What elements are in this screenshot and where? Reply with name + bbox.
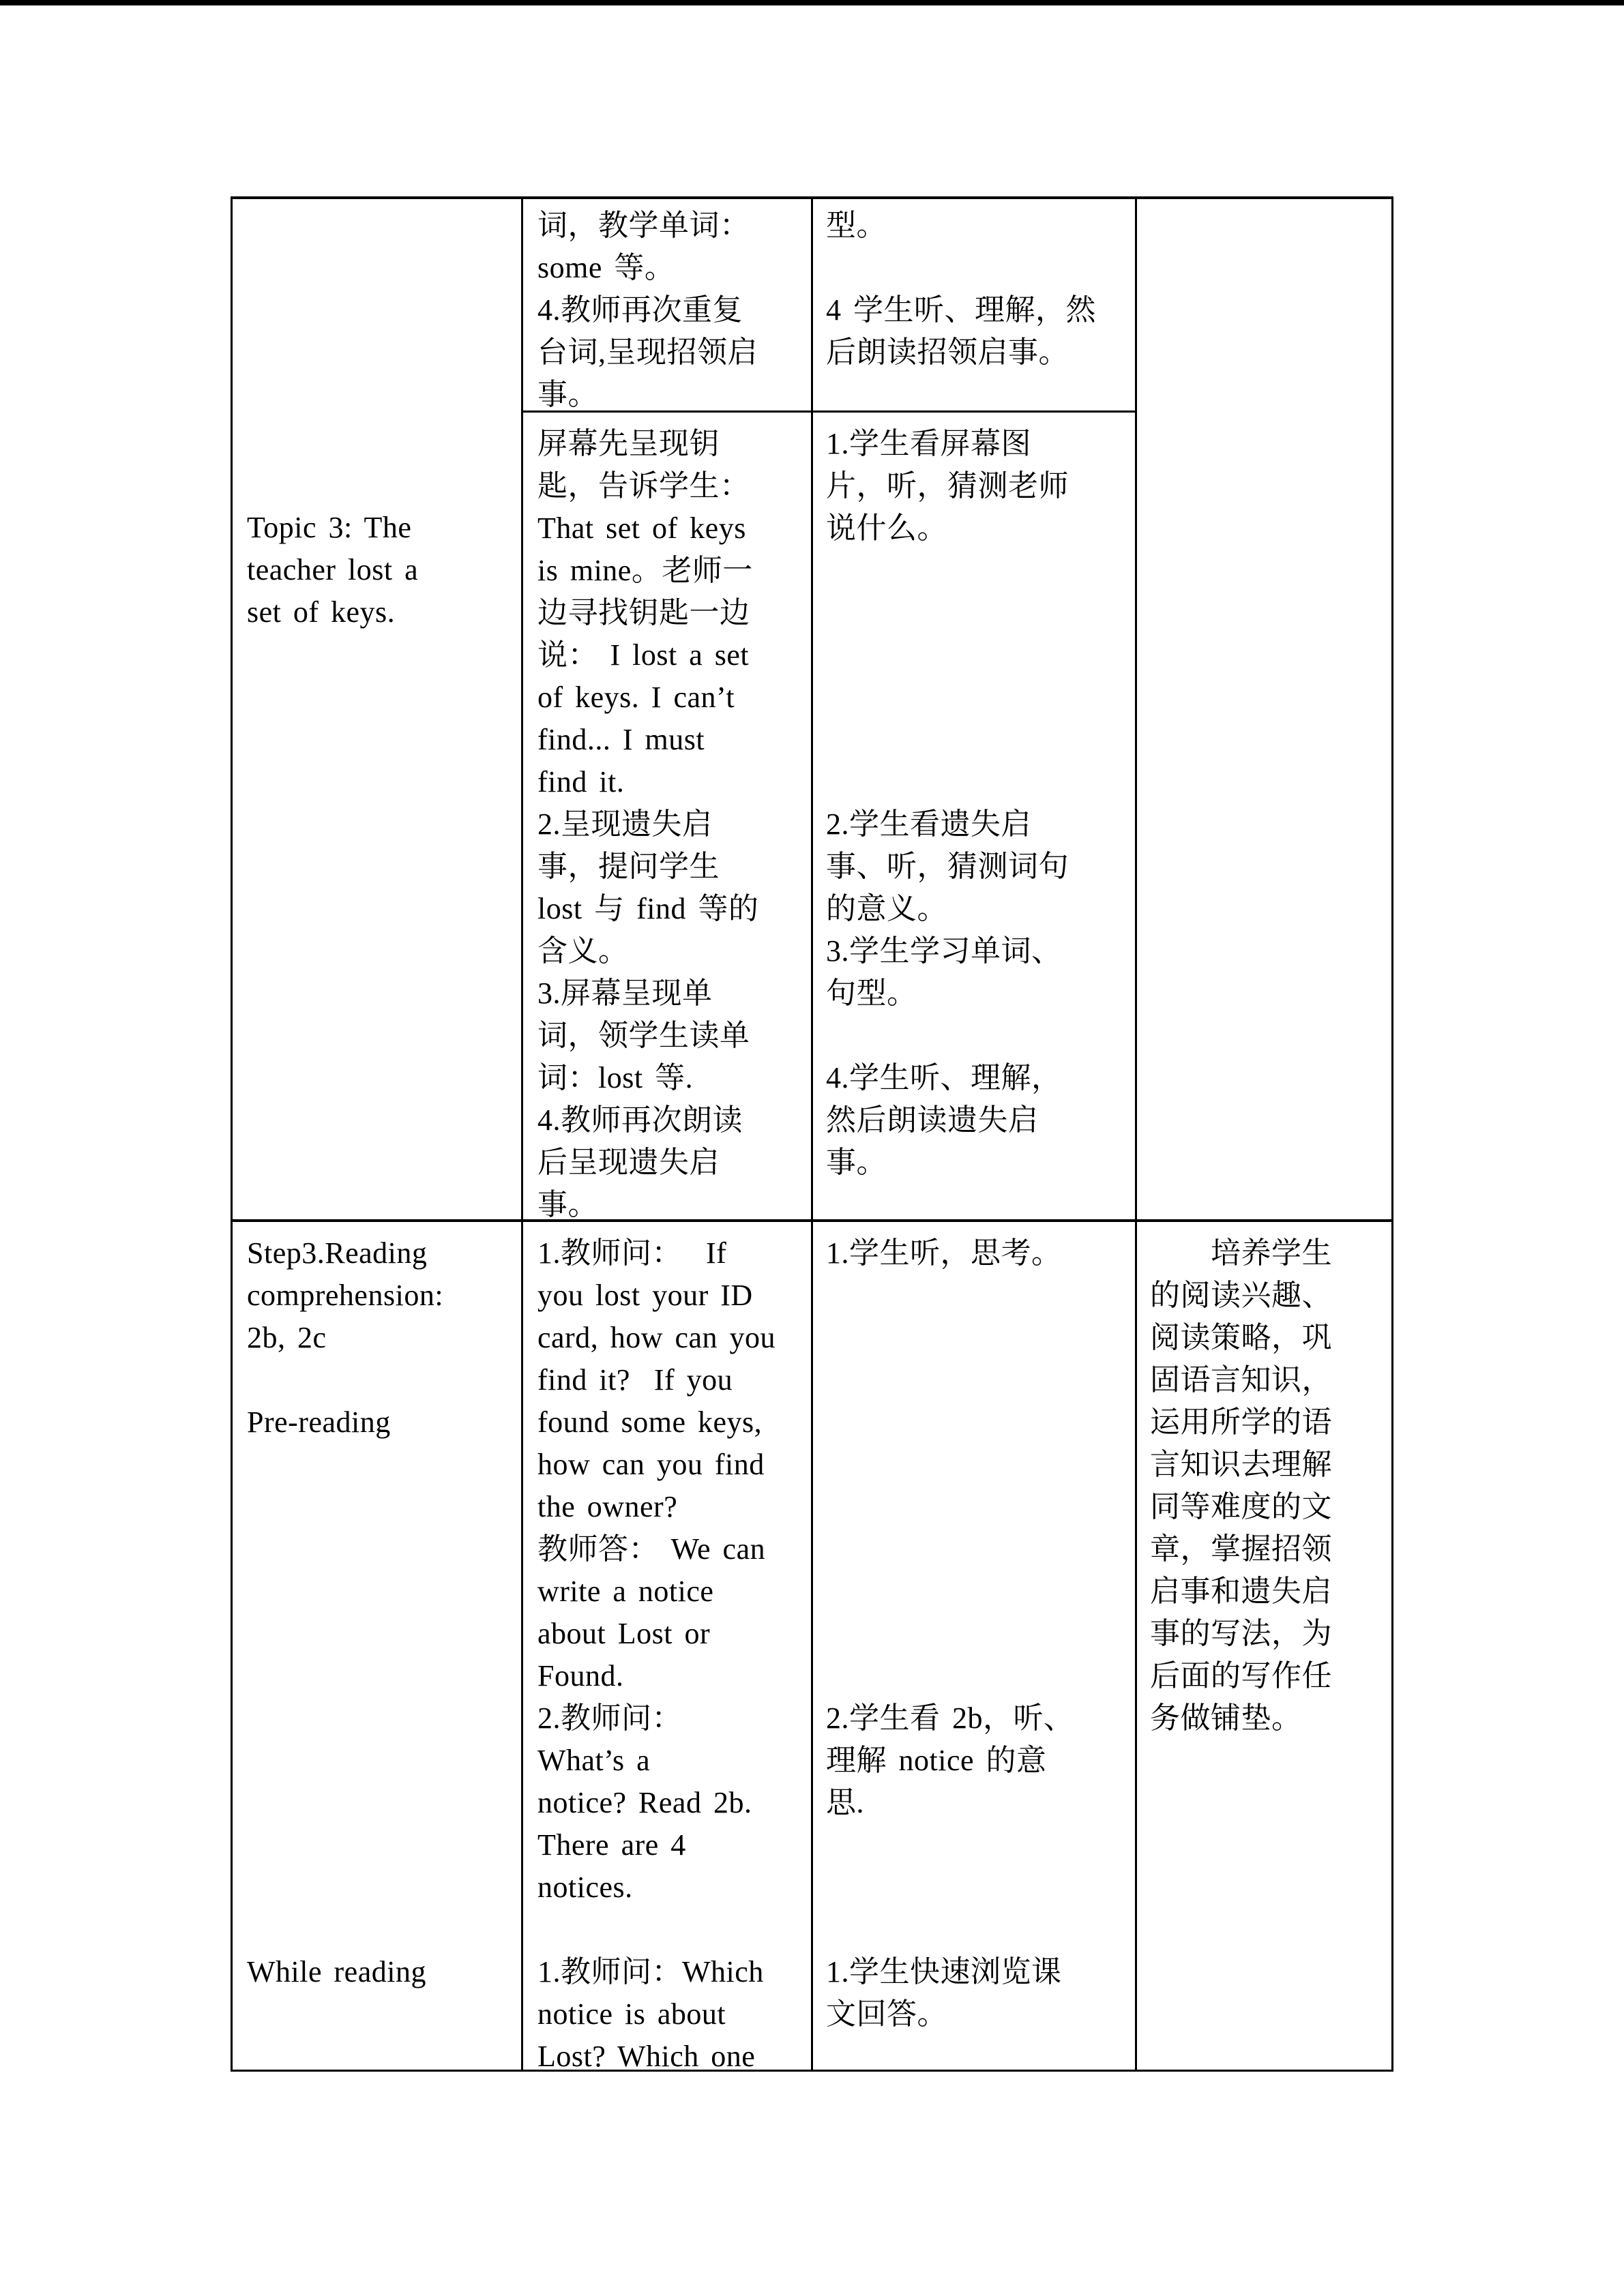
cell-student-activity-row2: [826, 413, 1121, 1184]
text-line: [247, 1740, 506, 1782]
text-line: 1.学生看屏幕图: [826, 427, 1031, 460]
text-line: [826, 1274, 1121, 1317]
text-line: 的阅读兴趣、: [1150, 1279, 1332, 1312]
text-line: [247, 1909, 506, 1951]
text-line: some 等。: [537, 251, 675, 284]
text-line: 事。: [826, 1146, 887, 1179]
text-line: [247, 1655, 506, 1697]
text-line: 文回答。: [826, 1997, 947, 2031]
text-line: [826, 719, 1121, 761]
text-line: 培养学生: [1150, 1236, 1332, 1270]
text-line: [826, 1613, 1121, 1655]
text-line: Step3.Reading: [247, 1236, 428, 1270]
text-line: [826, 1655, 1121, 1697]
column-divider-stage-teacher: [521, 196, 523, 2072]
column-divider-teacher-student: [811, 196, 813, 2072]
text-line: 4.学生听、理解，: [826, 1061, 1062, 1094]
text-line: 阅读策略，巩: [1150, 1321, 1332, 1354]
text-line: 词，领学生读单: [537, 1019, 750, 1052]
text-line: 含义。: [537, 934, 629, 968]
cell-topic-stage: [247, 196, 506, 633]
text-line: 理解 notice 的意: [826, 1744, 1047, 1777]
text-line: write a notice: [537, 1575, 714, 1608]
text-line: you lost your ID: [537, 1279, 753, 1312]
text-line: 教师答： We can: [537, 1532, 766, 1566]
text-line: [826, 1444, 1121, 1486]
text-line: 事、听，猜测词句: [826, 850, 1069, 883]
text-line: 型。: [826, 209, 887, 242]
text-line: lost 与 find 等的: [537, 892, 759, 925]
text-line: [826, 1570, 1121, 1613]
text-line: [826, 1824, 1121, 1866]
text-line: 思.: [826, 1786, 864, 1819]
text-line: 1.学生快速浏览课: [826, 1955, 1062, 1988]
text-line: Pre-reading: [247, 1405, 391, 1439]
text-line: 事。: [537, 378, 598, 411]
text-line: [247, 1782, 506, 1824]
column-divider-student-purpose: [1135, 196, 1137, 2072]
text-line: [247, 1697, 506, 1740]
text-line: found some keys,: [537, 1405, 763, 1439]
text-line: 2.学生看遗失启: [826, 807, 1031, 841]
text-line: notice? Read 2b.: [537, 1786, 752, 1819]
text-line: 词：lost 等.: [537, 1061, 694, 1094]
text-line: 的意义。: [826, 892, 947, 925]
text-line: 然后朗读遗失启: [826, 1103, 1039, 1137]
text-line: [826, 676, 1121, 719]
text-line: 1.学生听，思考。: [826, 1236, 1062, 1270]
table-border-left: [231, 196, 233, 2072]
text-line: [826, 1528, 1121, 1570]
text-line: [826, 1015, 1121, 1057]
text-line: [826, 247, 1121, 289]
text-line: of keys. I can’t: [537, 681, 735, 714]
text-line: 2.呈现遗失启: [537, 807, 713, 841]
cell-design-purpose-row1: [1150, 196, 1379, 205]
text-line: 事，提问学生: [537, 850, 720, 883]
cell-step3-stage: [247, 1221, 506, 1993]
text-line: 后呈现遗失启: [537, 1146, 720, 1179]
text-line: 4.教师再次朗读: [537, 1103, 743, 1137]
text-line: Lost? Which one: [537, 2040, 756, 2073]
text-line: [247, 1824, 506, 1866]
text-line: [247, 1613, 506, 1655]
text-line: Found.: [537, 1659, 624, 1693]
text-line: [826, 1866, 1121, 1909]
text-line: 匙，告诉学生：: [537, 469, 750, 503]
text-line: 事。: [537, 1188, 598, 1221]
text-line: teacher lost a: [247, 553, 419, 586]
text-line: [826, 634, 1121, 676]
text-line: 台词,呈现招领启: [537, 336, 758, 369]
text-line: [826, 1401, 1121, 1444]
text-line: 固语言知识，: [1150, 1363, 1332, 1397]
cell-student-activity-row1: [826, 196, 1121, 374]
table-border-right: [1391, 196, 1393, 2072]
text-line: comprehension:: [247, 1279, 444, 1312]
text-line: 片，听，猜测老师: [826, 469, 1069, 503]
text-line: 3.屏幕呈现单: [537, 976, 713, 1010]
text-line: 说： I lost a set: [537, 638, 750, 672]
page-top-edge: [0, 0, 1624, 5]
text-line: [247, 1359, 506, 1401]
text-line: 2.教师问：: [537, 1701, 682, 1735]
text-line: is mine。老师一: [537, 554, 753, 587]
text-line: [247, 1528, 506, 1570]
text-line: 言知识去理解: [1150, 1448, 1332, 1481]
text-line: [247, 1866, 506, 1909]
text-line: 句型。: [826, 976, 917, 1010]
text-line: find... I must: [537, 723, 705, 756]
text-line: 说什么。: [826, 511, 947, 545]
text-line: 同等难度的文: [1150, 1490, 1332, 1523]
text-line: the owner?: [537, 1490, 678, 1523]
cell-teacher-activity-row2: [537, 413, 797, 1226]
text-line: find it? If you: [537, 1363, 733, 1397]
text-line: [826, 1909, 1121, 1951]
text-line: [247, 1486, 506, 1528]
text-line: 4.教师再次重复: [537, 293, 743, 327]
text-line: 运用所学的语: [1150, 1405, 1332, 1439]
text-line: 3.学生学习单词、: [826, 934, 1062, 968]
text-line: 章，掌握招领: [1150, 1532, 1332, 1566]
text-line: [826, 550, 1121, 592]
text-line: [826, 592, 1121, 634]
text-line: Topic 3: The: [247, 511, 412, 544]
text-line: 边寻找钥匙一边: [537, 596, 750, 629]
text-line: set of keys.: [247, 595, 396, 629]
text-line: There are 4: [537, 1828, 686, 1862]
text-line: 2.学生看 2b，听、: [826, 1701, 1074, 1735]
text-line: [537, 1909, 797, 1951]
text-line: 屏幕先呈现钥: [537, 427, 720, 460]
cell-student-activity-row3: [826, 1221, 1121, 2036]
text-line: While reading: [247, 1955, 426, 1988]
cell-teacher-activity-row3: [537, 1221, 797, 2078]
text-line: [247, 1570, 506, 1613]
text-line: find it.: [537, 765, 625, 799]
text-line: 事的写法，为: [1150, 1617, 1332, 1650]
text-line: notices.: [537, 1870, 633, 1904]
text-line: [826, 1317, 1121, 1359]
text-line: [826, 1359, 1121, 1401]
text-line: 后朗读招领启事。: [826, 336, 1069, 369]
text-line: about Lost or: [537, 1617, 711, 1650]
cell-design-purpose-row3: [1150, 1221, 1379, 1740]
text-line: 词，教学单词：: [537, 209, 750, 242]
text-line: card, how can you: [537, 1321, 776, 1354]
text-line: 务做铺垫。: [1150, 1701, 1302, 1735]
text-line: notice is about: [537, 1997, 726, 2031]
text-line: [826, 761, 1121, 803]
text-line: 2b, 2c: [247, 1321, 327, 1354]
text-line: 启事和遗失启: [1150, 1575, 1332, 1608]
text-line: 1.教师问：Which: [537, 1955, 764, 1988]
cell-teacher-activity-row1: [537, 196, 797, 416]
text-line: [247, 1444, 506, 1486]
text-line: [826, 1486, 1121, 1528]
text-line: 1.教师问： If: [537, 1236, 727, 1270]
text-line: how can you find: [537, 1448, 765, 1481]
text-line: 后面的写作任: [1150, 1659, 1332, 1693]
text-line: 4 学生听、理解，然: [826, 293, 1096, 327]
text-line: That set of keys: [537, 511, 746, 545]
text-line: What’s a: [537, 1744, 651, 1777]
